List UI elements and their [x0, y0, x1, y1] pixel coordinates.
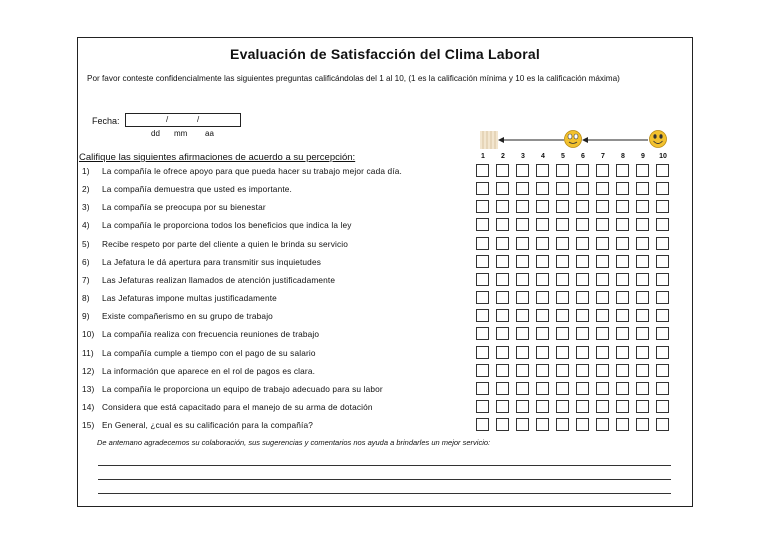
question-number: 5)	[82, 238, 90, 249]
question-number: 14)	[82, 401, 95, 412]
rating-checkbox[interactable]	[516, 418, 529, 431]
rating-checkbox[interactable]	[576, 400, 589, 413]
rating-checkbox[interactable]	[476, 309, 489, 322]
rating-checkbox[interactable]	[476, 182, 489, 195]
rating-checkbox[interactable]	[536, 255, 549, 268]
rating-checkbox[interactable]	[536, 418, 549, 431]
rating-checkbox[interactable]	[596, 346, 609, 359]
question-text: La compañía le proporciona todos los beneficios que indica la ley	[102, 220, 352, 231]
rating-checkbox[interactable]	[656, 255, 669, 268]
rating-checkbox[interactable]	[556, 164, 569, 177]
rating-checkbox[interactable]	[496, 400, 509, 413]
rating-checkbox[interactable]	[536, 382, 549, 395]
question-text: La información que aparece en el rol de pagos es clara.	[102, 365, 316, 376]
question-row	[82, 202, 266, 212]
rating-scale-graphic	[476, 126, 676, 154]
rating-checkbox[interactable]	[576, 255, 589, 268]
question-row	[82, 329, 319, 339]
rating-checkbox[interactable]	[616, 255, 629, 268]
rating-checkbox[interactable]	[596, 273, 609, 286]
question-text: Las Jefaturas impone multas justificadamente	[102, 293, 277, 304]
rating-checkbox[interactable]	[596, 255, 609, 268]
day-hint: dd	[151, 129, 160, 138]
scale-number: 10	[659, 153, 667, 160]
rating-checkbox[interactable]	[516, 327, 529, 340]
rating-checkbox[interactable]	[596, 182, 609, 195]
neutral-face-icon	[565, 131, 582, 148]
rating-checkbox[interactable]	[536, 291, 549, 304]
question-number: 4)	[82, 220, 90, 231]
rating-checkbox[interactable]	[576, 200, 589, 213]
rating-checkbox[interactable]	[496, 218, 509, 231]
scale-number: 4	[541, 153, 545, 160]
rating-checkbox[interactable]	[476, 255, 489, 268]
question-row	[82, 257, 321, 267]
rating-checkbox[interactable]	[476, 164, 489, 177]
rating-checkbox[interactable]	[576, 327, 589, 340]
rating-checkbox[interactable]	[536, 309, 549, 322]
question-row	[82, 275, 335, 285]
rating-checkbox[interactable]	[536, 346, 549, 359]
rating-checkbox[interactable]	[496, 164, 509, 177]
rating-checkbox[interactable]	[556, 273, 569, 286]
left-arrow-icon	[582, 137, 648, 143]
rating-checkbox[interactable]	[616, 273, 629, 286]
rating-checkbox[interactable]	[596, 164, 609, 177]
rating-checkbox[interactable]	[476, 237, 489, 250]
question-number: 8)	[82, 293, 90, 304]
rating-checkbox[interactable]	[636, 200, 649, 213]
question-row	[82, 166, 402, 176]
question-row	[82, 348, 316, 358]
date-input[interactable]	[125, 113, 241, 127]
rating-checkbox[interactable]	[496, 273, 509, 286]
rating-checkbox[interactable]	[476, 346, 489, 359]
rating-checkbox[interactable]	[616, 346, 629, 359]
date-separator: /	[197, 115, 200, 124]
scale-number: 1	[481, 153, 485, 160]
rating-checkbox[interactable]	[636, 346, 649, 359]
rating-checkbox[interactable]	[616, 309, 629, 322]
rating-checkbox[interactable]	[636, 237, 649, 250]
rating-checkbox[interactable]	[516, 273, 529, 286]
question-row	[82, 366, 315, 376]
question-number: 15)	[82, 420, 95, 431]
rating-checkbox[interactable]	[616, 291, 629, 304]
rating-checkbox[interactable]	[656, 200, 669, 213]
question-text: La compañía cumple a tiempo con el pago de su salario	[102, 347, 316, 358]
rating-checkbox[interactable]	[476, 327, 489, 340]
rating-checkbox[interactable]	[536, 400, 549, 413]
rating-checkbox[interactable]	[616, 218, 629, 231]
rating-checkbox[interactable]	[616, 382, 629, 395]
question-number: 11)	[82, 347, 94, 358]
rating-checkbox[interactable]	[496, 382, 509, 395]
survey-form	[77, 37, 693, 507]
rating-checkbox[interactable]	[636, 309, 649, 322]
question-row	[82, 384, 383, 394]
question-number: 10)	[82, 329, 95, 340]
rating-checkbox[interactable]	[636, 382, 649, 395]
rating-checkbox[interactable]	[616, 164, 629, 177]
rating-checkbox[interactable]	[656, 237, 669, 250]
rating-checkbox[interactable]	[576, 382, 589, 395]
rating-checkbox[interactable]	[656, 400, 669, 413]
rating-checkbox[interactable]	[516, 364, 529, 377]
question-text: Las Jefaturas realizan llamados de atención justificadamente	[102, 274, 336, 285]
question-text: Recibe respeto por parte del cliente a quien le brinda su servicio	[102, 238, 349, 249]
rating-checkbox[interactable]	[556, 291, 569, 304]
question-row	[82, 239, 348, 249]
rating-checkbox[interactable]	[576, 273, 589, 286]
rating-checkbox[interactable]	[536, 200, 549, 213]
comment-line[interactable]	[98, 493, 671, 494]
month-hint: mm	[174, 129, 188, 138]
rating-checkbox[interactable]	[596, 309, 609, 322]
question-row	[82, 311, 273, 321]
rating-checkbox[interactable]	[656, 364, 669, 377]
rating-checkbox[interactable]	[616, 182, 629, 195]
rating-checkbox[interactable]	[496, 418, 509, 431]
rating-checkbox[interactable]	[516, 218, 529, 231]
question-row	[82, 220, 352, 230]
scale-number: 7	[601, 153, 605, 160]
rating-checkbox[interactable]	[556, 418, 569, 431]
question-number: 12)	[82, 365, 95, 376]
rating-checkbox[interactable]	[496, 255, 509, 268]
rating-checkbox[interactable]	[656, 418, 669, 431]
question-text: Considera que está capacitado para el manejo de su arma de dotación	[102, 401, 373, 412]
question-number: 6)	[82, 256, 90, 267]
year-hint: aa	[205, 129, 214, 138]
rating-checkbox[interactable]	[616, 237, 629, 250]
rating-checkbox[interactable]	[636, 418, 649, 431]
rating-checkbox[interactable]	[556, 346, 569, 359]
rating-checkbox[interactable]	[636, 291, 649, 304]
scale-number: 3	[521, 153, 525, 160]
rating-checkbox[interactable]	[496, 200, 509, 213]
rating-checkbox[interactable]	[576, 164, 589, 177]
comment-line[interactable]	[98, 479, 671, 480]
rating-checkbox[interactable]	[596, 291, 609, 304]
rating-checkbox[interactable]	[636, 182, 649, 195]
rating-checkbox[interactable]	[516, 382, 529, 395]
rating-checkbox[interactable]	[516, 346, 529, 359]
rating-checkbox[interactable]	[576, 237, 589, 250]
rating-checkbox[interactable]	[576, 346, 589, 359]
rating-checkbox[interactable]	[636, 364, 649, 377]
rating-checkbox[interactable]	[596, 418, 609, 431]
rating-checkbox[interactable]	[656, 346, 669, 359]
rating-checkbox[interactable]	[516, 182, 529, 195]
rating-checkbox[interactable]	[496, 346, 509, 359]
rating-checkbox[interactable]	[656, 218, 669, 231]
rating-checkbox[interactable]	[636, 164, 649, 177]
question-text: La compañía se preocupa por su bienestar	[102, 202, 266, 213]
rating-checkbox[interactable]	[556, 255, 569, 268]
rating-checkbox[interactable]	[576, 364, 589, 377]
rating-checkbox[interactable]	[596, 237, 609, 250]
rating-checkbox[interactable]	[496, 237, 509, 250]
rating-checkbox[interactable]	[636, 218, 649, 231]
closing-text: De antemano agradecemos su colaboración, sus sugerencias y comentarios nos ayuda a brindarles un mejor servicio:	[97, 438, 491, 447]
scale-number: 5	[561, 153, 565, 160]
rating-checkbox[interactable]	[596, 364, 609, 377]
rating-checkbox[interactable]	[596, 327, 609, 340]
rating-checkbox[interactable]	[516, 291, 529, 304]
rating-checkbox[interactable]	[616, 364, 629, 377]
rating-checkbox[interactable]	[476, 200, 489, 213]
rating-checkbox[interactable]	[496, 364, 509, 377]
rating-checkbox[interactable]	[636, 273, 649, 286]
rating-checkbox[interactable]	[656, 182, 669, 195]
left-arrow-icon	[498, 137, 564, 143]
rating-checkbox[interactable]	[476, 364, 489, 377]
rating-checkbox[interactable]	[556, 218, 569, 231]
rating-checkbox[interactable]	[656, 309, 669, 322]
rating-checkbox[interactable]	[656, 273, 669, 286]
rating-checkbox[interactable]	[596, 382, 609, 395]
scale-number: 6	[581, 153, 585, 160]
rating-checkbox[interactable]	[516, 164, 529, 177]
rating-checkbox[interactable]	[636, 327, 649, 340]
rating-checkbox[interactable]	[476, 273, 489, 286]
rating-checkbox[interactable]	[616, 400, 629, 413]
rating-checkbox[interactable]	[536, 182, 549, 195]
rating-checkbox[interactable]	[516, 255, 529, 268]
rating-checkbox[interactable]	[536, 273, 549, 286]
rating-checkbox[interactable]	[576, 309, 589, 322]
rating-checkbox[interactable]	[576, 218, 589, 231]
rating-checkbox[interactable]	[496, 182, 509, 195]
rating-checkbox[interactable]	[556, 364, 569, 377]
section-heading: Califique las siguientes afirmaciones de acuerdo a su percepción:	[79, 152, 356, 163]
rating-checkbox[interactable]	[596, 200, 609, 213]
rating-checkbox[interactable]	[556, 200, 569, 213]
rating-checkbox[interactable]	[496, 291, 509, 304]
rating-checkbox[interactable]	[516, 309, 529, 322]
scale-number: 8	[621, 153, 625, 160]
rating-checkbox[interactable]	[616, 327, 629, 340]
rating-checkbox[interactable]	[516, 237, 529, 250]
question-row	[82, 184, 292, 194]
question-number: 7)	[82, 274, 90, 285]
question-number: 9)	[82, 311, 90, 322]
rating-checkbox[interactable]	[556, 327, 569, 340]
rating-checkbox[interactable]	[556, 400, 569, 413]
rating-checkbox[interactable]	[556, 382, 569, 395]
rating-checkbox[interactable]	[576, 418, 589, 431]
question-number: 3)	[82, 202, 90, 213]
form-title: Evaluación de Satisfacción del Clima Laboral	[230, 46, 540, 62]
rating-checkbox[interactable]	[536, 237, 549, 250]
low-rating-face-icon	[480, 131, 498, 149]
rating-checkbox[interactable]	[536, 164, 549, 177]
rating-checkbox[interactable]	[636, 400, 649, 413]
instructions-text: Por favor conteste confidencialmente las siguientes preguntas calificándolas del 1 al 10, (1 es la calificación mínima y 10 es la calificación máxima)	[87, 74, 620, 83]
scale-number: 9	[641, 153, 645, 160]
rating-checkbox[interactable]	[576, 291, 589, 304]
question-text: Existe compañerismo en su grupo de trabajo	[102, 311, 273, 322]
question-row	[82, 420, 313, 430]
rating-checkbox[interactable]	[536, 218, 549, 231]
question-text: La Jefatura le dá apertura para transmitir sus inquietudes	[102, 256, 322, 267]
rating-checkbox[interactable]	[636, 255, 649, 268]
rating-checkbox[interactable]	[536, 327, 549, 340]
rating-checkbox[interactable]	[476, 291, 489, 304]
rating-checkbox[interactable]	[576, 182, 589, 195]
rating-checkbox[interactable]	[616, 418, 629, 431]
rating-checkbox[interactable]	[516, 400, 529, 413]
rating-checkbox[interactable]	[556, 237, 569, 250]
happy-face-icon	[650, 131, 667, 148]
scale-number: 2	[501, 153, 505, 160]
date-separator: /	[166, 115, 169, 124]
rating-checkbox[interactable]	[656, 164, 669, 177]
question-text: La compañía le proporciona un equipo de trabajo adecuado para su labor	[102, 383, 383, 394]
question-row	[82, 402, 373, 412]
question-text: La compañía le ofrece apoyo para que pueda hacer su trabajo mejor cada día.	[102, 166, 402, 176]
rating-checkbox[interactable]	[476, 400, 489, 413]
rating-checkbox[interactable]	[476, 418, 489, 431]
question-text: En General, ¿cual es su calificación para la compañía?	[102, 420, 314, 431]
question-text: La compañía demuestra que usted es importante.	[102, 184, 293, 195]
question-text: La compañía realiza con frecuencia reuniones de trabajo	[102, 329, 320, 340]
question-number: 2)	[82, 184, 90, 195]
rating-checkbox[interactable]	[656, 327, 669, 340]
rating-checkbox[interactable]	[616, 200, 629, 213]
rating-checkbox[interactable]	[556, 182, 569, 195]
question-row	[82, 293, 277, 303]
rating-checkbox[interactable]	[596, 218, 609, 231]
rating-checkbox[interactable]	[596, 400, 609, 413]
rating-checkbox[interactable]	[536, 364, 549, 377]
rating-checkbox[interactable]	[556, 309, 569, 322]
rating-checkbox[interactable]	[656, 291, 669, 304]
question-number: 1)	[82, 166, 90, 176]
rating-checkbox[interactable]	[476, 382, 489, 395]
rating-checkbox[interactable]	[476, 218, 489, 231]
date-label: Fecha:	[92, 116, 120, 126]
rating-checkbox[interactable]	[496, 309, 509, 322]
question-number: 13)	[82, 383, 95, 394]
rating-checkbox[interactable]	[516, 200, 529, 213]
rating-checkbox[interactable]	[656, 382, 669, 395]
rating-checkbox[interactable]	[496, 327, 509, 340]
comment-line[interactable]	[98, 465, 671, 466]
